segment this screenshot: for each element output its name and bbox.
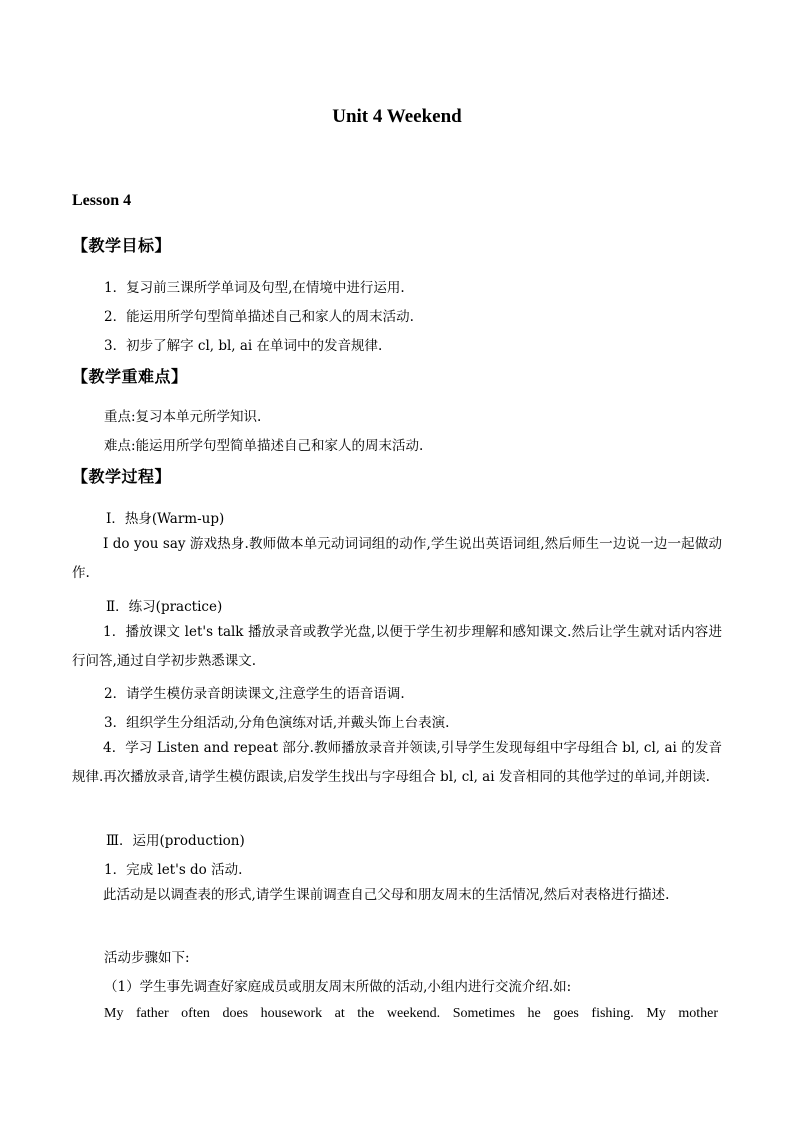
objective-item-2: 2．能运用所学句型简单描述自己和家人的周末活动. bbox=[104, 309, 414, 325]
example-sentence: My father often does housework at the weekend. Sometimes he goes fishing. My mother bbox=[104, 1006, 718, 1021]
document-title: Unit 4 Weekend bbox=[332, 106, 462, 127]
keypoint-item-2: 难点:能运用所学句型简单描述自己和家人的周末活动. bbox=[104, 438, 424, 454]
lesson-label: Lesson 4 bbox=[72, 192, 132, 209]
keypoints-heading: 【教学重难点】 bbox=[72, 367, 188, 386]
warmup-paragraph: I do you say 游戏热身.教师做本单元动词词组的动作,学生说出英语词组,然后师生一边说一边一起做动作. bbox=[72, 536, 722, 581]
practice-item-3: 3．组织学生分组活动,分角色演练对话,并戴头饰上台表演. bbox=[104, 715, 450, 731]
warmup-title: Ⅰ．热身(Warm-up) bbox=[106, 511, 225, 527]
process-heading: 【教学过程】 bbox=[72, 467, 172, 486]
keypoint-item-1: 重点:复习本单元所学知识. bbox=[104, 409, 262, 425]
steps-label: 活动步骤如下: bbox=[104, 950, 190, 966]
objectives-heading: 【教学目标】 bbox=[72, 236, 172, 255]
practice-item-1: 1．播放课文 let's talk 播放录音或教学光盘,以便于学生初步理解和感知课文.然后让学生就对话内容进行问答,通过自学初步熟悉课文. bbox=[72, 624, 722, 669]
step-item-1: （1）学生事先调查好家庭成员或朋友周末所做的活动,小组内进行交流介绍.如: bbox=[104, 979, 572, 995]
practice-item-4: 4．学习 Listen and repeat 部分.教师播放录音并领读,引导学生发现每组中字母组合 bl, cl, ai 的发音规律.再次播放录音,请学生模仿跟读,启发学生找出与字母组合 bl, cl, ai 发音相同的其他学过的单词,并朗读. bbox=[72, 740, 722, 785]
production-title: Ⅲ．运用(production) bbox=[106, 833, 245, 849]
production-description: 此活动是以调查表的形式,请学生课前调查自己父母和朋友周末的生活情况,然后对表格进行描述. bbox=[103, 887, 670, 903]
practice-title: Ⅱ．练习(practice) bbox=[106, 599, 223, 615]
objective-item-3: 3．初步了解字 cl, bl, ai 在单词中的发音规律. bbox=[104, 338, 383, 354]
production-item-1: 1．完成 let's do 活动. bbox=[104, 862, 243, 878]
practice-item-2: 2．请学生模仿录音朗读课文,注意学生的语音语调. bbox=[104, 686, 405, 702]
objective-item-1: 1．复习前三课所学单词及句型,在情境中进行运用. bbox=[104, 280, 405, 296]
